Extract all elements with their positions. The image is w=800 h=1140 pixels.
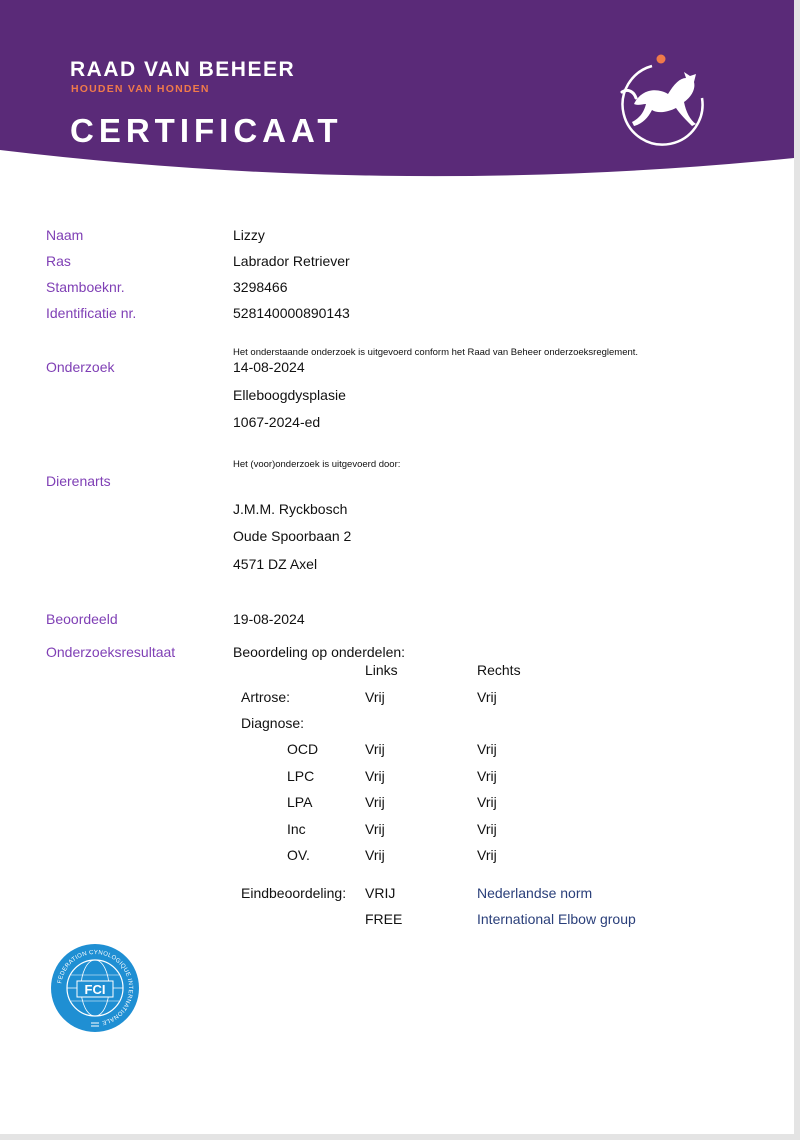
diagnose-label: Diagnose: [241, 715, 305, 731]
diagnose-row-label: Inc [287, 821, 306, 837]
diagnose-row-links: Vrij [365, 794, 385, 810]
diagnose-row-label: LPC [287, 768, 315, 784]
resultaat-heading: Beoordeling op onderdelen: [233, 644, 406, 660]
diagnose-row-rechts: Vrij [477, 741, 497, 757]
value-ras: Labrador Retriever [233, 253, 350, 269]
value-dierenarts-name: J.M.M. Ryckbosch [233, 501, 348, 517]
value-onderzoek-type: Elleboogdysplasie [233, 387, 346, 403]
label-onderzoeksresultaat: Onderzoeksresultaat [46, 644, 176, 660]
artrose-rechts: Vrij [477, 689, 497, 705]
label-naam: Naam [46, 227, 84, 243]
value-dierenarts-street: Oude Spoorbaan 2 [233, 528, 352, 544]
value-stamboek: 3298466 [233, 279, 288, 295]
eindbeoordeling-nl: VRIJ [365, 885, 396, 901]
diagnose-row-rechts: Vrij [477, 821, 497, 837]
label-stamboek: Stamboeknr. [46, 279, 125, 295]
fci-ring-text: FEDERATION CYNOLOGIQUE INTERNATIONALE [57, 949, 134, 1026]
diagnose-row-links: Vrij [365, 741, 385, 757]
column-header-links: Links [365, 662, 398, 678]
eindbeoordeling-int: FREE [365, 911, 403, 927]
eindbeoordeling-nl-norm: Nederlandse norm [477, 885, 593, 901]
value-onderzoek-date: 14-08-2024 [233, 359, 305, 375]
column-header-rechts: Rechts [477, 662, 521, 678]
label-onderzoek: Onderzoek [46, 359, 115, 375]
artrose-links: Vrij [365, 689, 385, 705]
value-naam: Lizzy [233, 227, 265, 243]
label-dierenarts: Dierenarts [46, 473, 111, 489]
label-identificatie: Identificatie nr. [46, 305, 137, 321]
org-tagline: HOUDEN VAN HONDEN [71, 83, 210, 95]
onderzoek-note: Het onderstaande onderzoek is uitgevoerd conform het Raad van Beheer onderzoeksreglement. [233, 347, 639, 358]
diagnose-row-rechts: Vrij [477, 768, 497, 784]
diagnose-row-links: Vrij [365, 768, 385, 784]
page-shadow-bottom [0, 1134, 800, 1140]
label-ras: Ras [46, 253, 71, 269]
value-identificatie: 528140000890143 [233, 305, 350, 321]
org-name: RAAD VAN BEHEER [70, 58, 296, 81]
dog-leaping-icon [612, 52, 712, 147]
fci-globe-seal-icon [50, 943, 140, 1033]
diagnose-row-label: OV. [287, 847, 310, 863]
diagnose-row-links: Vrij [365, 847, 385, 863]
value-dierenarts-city: 4571 DZ Axel [233, 556, 318, 572]
page-title: CERTIFICAAT [70, 112, 343, 149]
diagnose-row-rechts: Vrij [477, 794, 497, 810]
header-banner [0, 0, 794, 185]
page-shadow-right [794, 0, 800, 1140]
eindbeoordeling-int-norm: International Elbow group [477, 911, 636, 927]
dierenarts-note: Het (voor)onderzoek is uitgevoerd door: [233, 459, 401, 470]
eindbeoordeling-label: Eindbeoordeling: [241, 885, 347, 901]
artrose-label: Artrose: [241, 689, 291, 705]
diagnose-row-label: LPA [287, 794, 313, 810]
fci-text: FCI [84, 982, 106, 997]
value-beoordeeld: 19-08-2024 [233, 611, 305, 627]
diagnose-row-links: Vrij [365, 821, 385, 837]
label-beoordeeld: Beoordeeld [46, 611, 118, 627]
diagnose-row-rechts: Vrij [477, 847, 497, 863]
diagnose-row-label: OCD [287, 741, 319, 757]
value-onderzoek-reference: 1067-2024-ed [233, 414, 321, 430]
